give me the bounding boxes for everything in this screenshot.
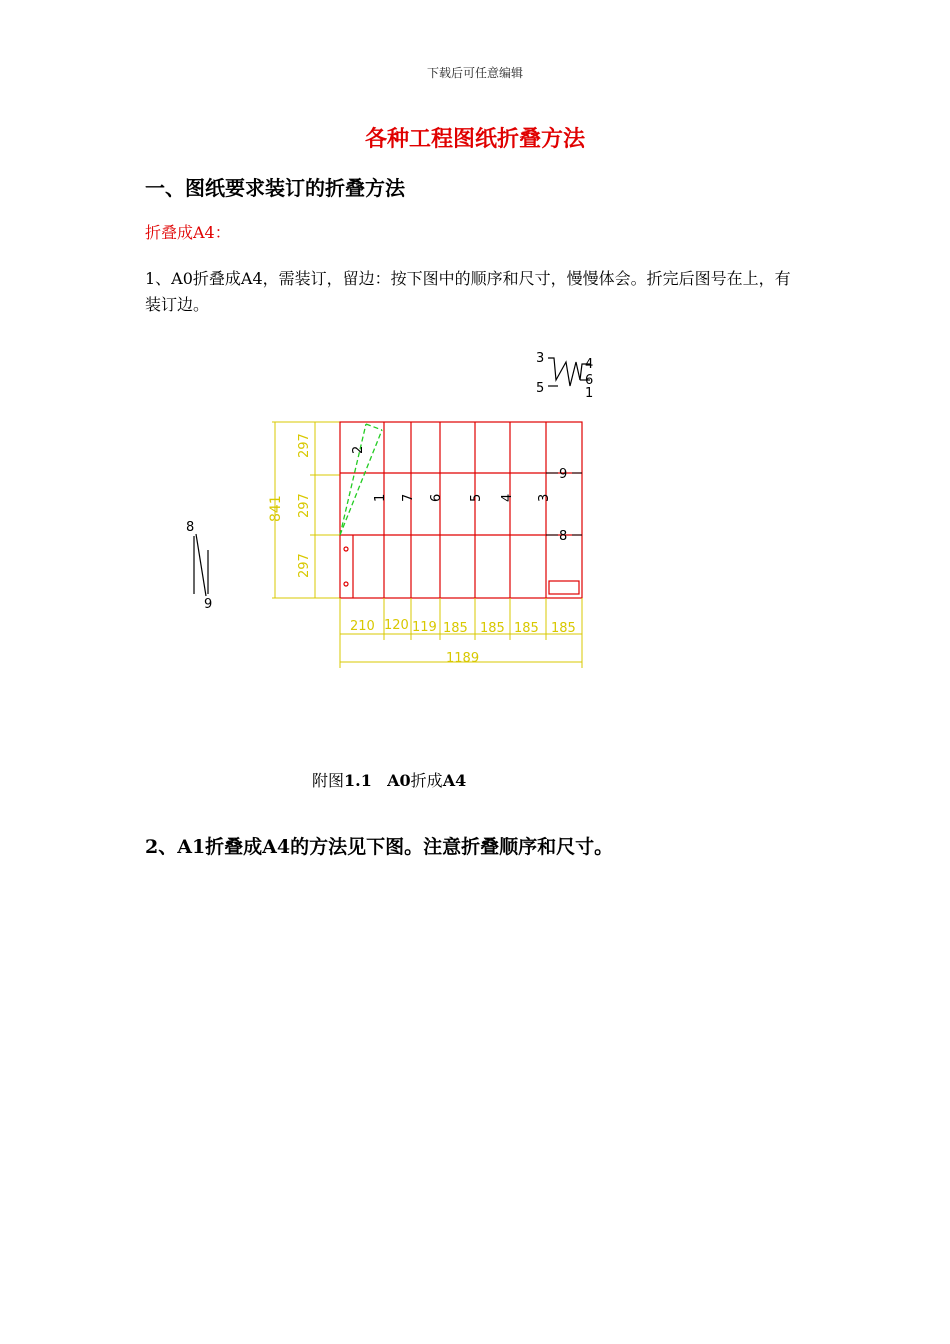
side-icon-label: 8 bbox=[186, 520, 195, 535]
bottom-dim-label: 185 bbox=[514, 621, 539, 636]
panel-number: 2 bbox=[351, 445, 366, 454]
bottom-dim-label: 210 bbox=[350, 619, 375, 634]
fold-diagram-svg bbox=[170, 340, 630, 680]
a0-fold-diagram bbox=[170, 340, 630, 684]
fold-order-icon bbox=[536, 351, 593, 401]
drawing-frame bbox=[340, 422, 582, 598]
document-title: 各种工程图纸折叠方法 bbox=[364, 126, 585, 152]
left-dim-label: 297 bbox=[297, 433, 312, 458]
dashed-fold-line bbox=[340, 424, 382, 535]
bottom-dim-label: 185 bbox=[480, 621, 505, 636]
panel-number: 4 bbox=[500, 493, 515, 502]
row-leaders bbox=[546, 473, 582, 535]
row-label: 9 bbox=[559, 467, 568, 482]
panel-number: 3 bbox=[537, 493, 552, 502]
bottom-dim-label: 120 bbox=[384, 618, 409, 633]
bottom-dim-label: 185 bbox=[443, 621, 468, 636]
caption-result: A4 bbox=[442, 771, 467, 790]
header-note: 下载后可任意编辑 bbox=[426, 66, 523, 80]
section-1-subheading: 折叠成A4： bbox=[145, 223, 231, 242]
bottom-dim-label: 185 bbox=[551, 621, 576, 636]
row-label: 8 bbox=[559, 529, 568, 544]
fold-icon-label: 1 bbox=[585, 386, 594, 401]
left-dim-label: 297 bbox=[297, 493, 312, 518]
caption-subject: A0 bbox=[387, 771, 411, 790]
caption-number: 1.1 bbox=[344, 771, 372, 790]
panel-number: 6 bbox=[429, 493, 444, 502]
total-height-label: 841 bbox=[268, 495, 284, 522]
side-fold-icon bbox=[186, 520, 212, 612]
figure-caption bbox=[312, 768, 466, 791]
bottom-dim-label: 119 bbox=[412, 620, 437, 635]
fold-icon-label: 5 bbox=[536, 381, 545, 396]
left-dim-label: 297 bbox=[297, 553, 312, 578]
section-1-heading: 一、图纸要求装订的折叠方法 bbox=[145, 176, 405, 200]
instruction-paragraph-2: 2、A1折叠成A4的方法见下图。注意折叠顺序和尺寸。 bbox=[145, 836, 614, 858]
instruction-paragraph-1: 1、A0折叠成A4，需装订，留边：按下图中的顺序和尺寸，慢慢体会。折完后图号在上，有装订边。 bbox=[145, 269, 791, 314]
fold-icon-label: 6 bbox=[585, 373, 594, 388]
fold-icon-label: 3 bbox=[536, 351, 545, 366]
total-width-label: 1189 bbox=[446, 651, 480, 666]
panel-number: 1 bbox=[373, 493, 388, 502]
panel-number: 7 bbox=[401, 493, 416, 502]
side-icon-label: 9 bbox=[204, 597, 213, 612]
caption-prefix: 附图 bbox=[312, 771, 345, 790]
caption-middle: 折成 bbox=[410, 771, 443, 790]
fold-icon-label: 4 bbox=[585, 357, 594, 372]
panel-number: 5 bbox=[469, 493, 484, 502]
